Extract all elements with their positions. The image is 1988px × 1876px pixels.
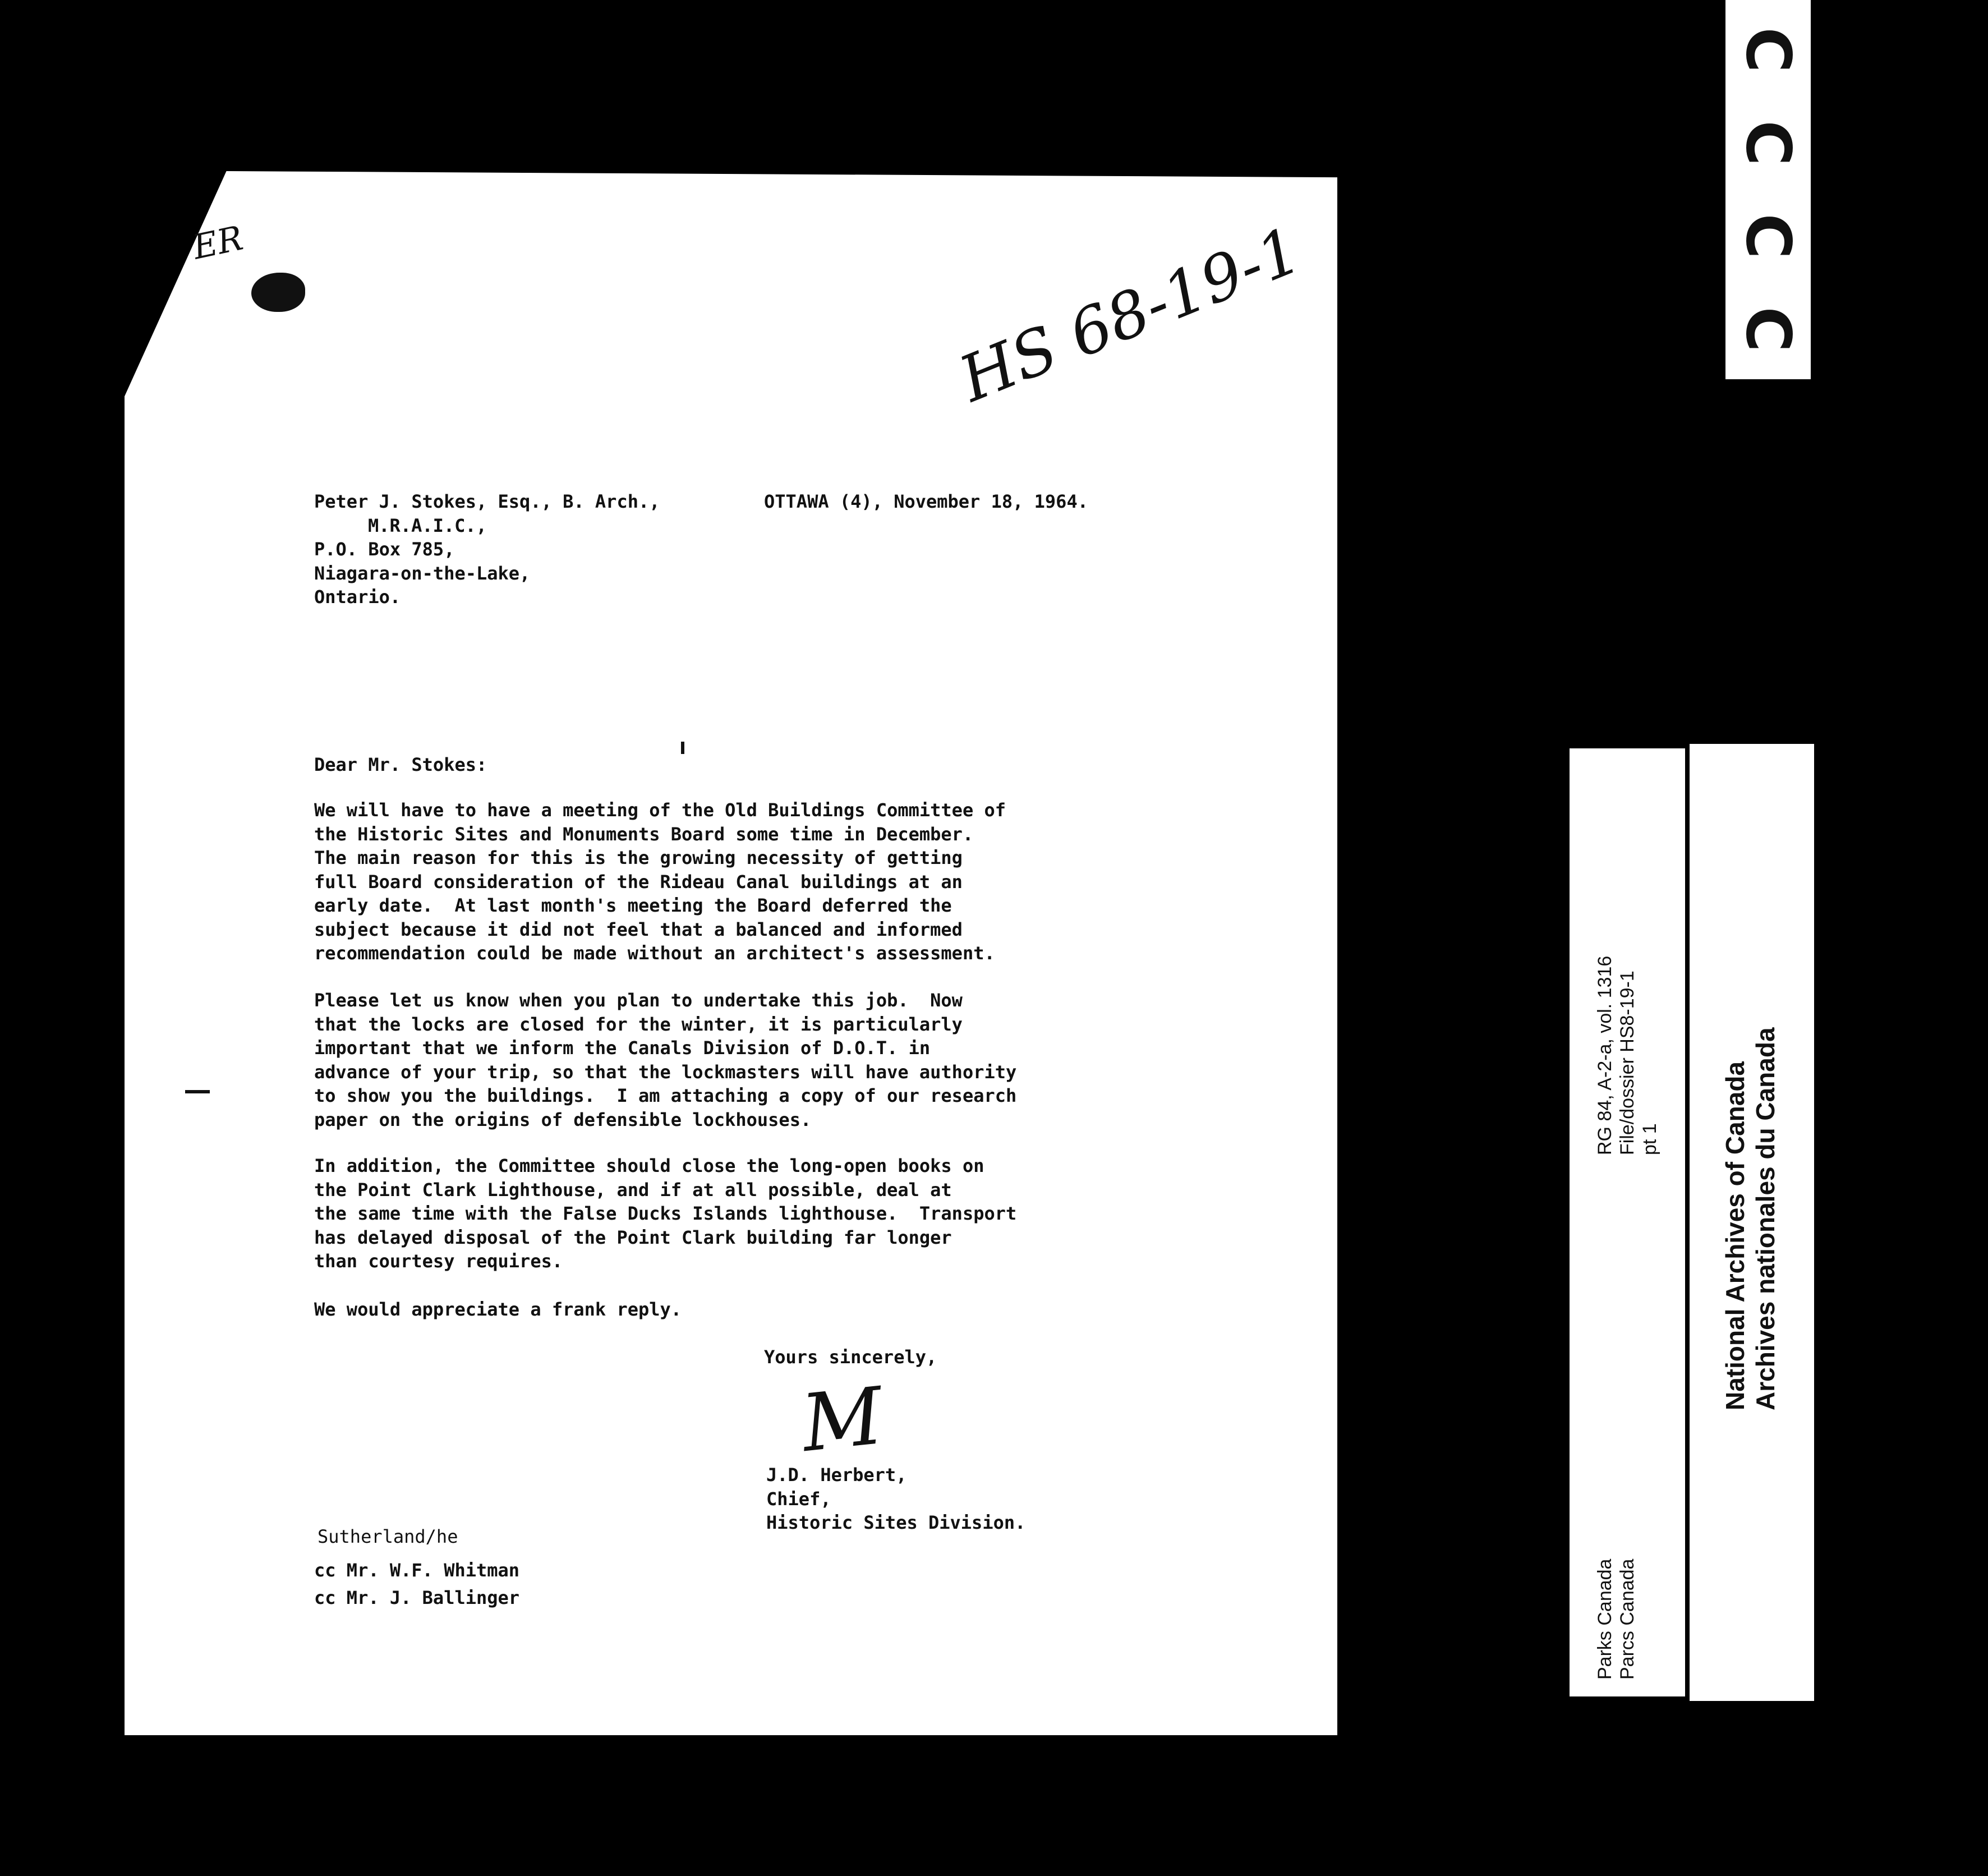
recipient-line-1: Peter J. Stokes, Esq., B. Arch., bbox=[314, 491, 660, 512]
paragraph-line: subject because it did not feel that a balanced and informed bbox=[314, 918, 963, 940]
paragraph-line: The main reason for this is the growing necessity of getting bbox=[314, 847, 963, 868]
institution-en: National Archives of Canada bbox=[1720, 1061, 1750, 1410]
margin-dash bbox=[185, 1090, 210, 1093]
stray-mark bbox=[681, 742, 684, 754]
paragraph-line: paper on the origins of defensible lockhouses. bbox=[314, 1109, 812, 1130]
film-mark: C bbox=[1732, 120, 1804, 166]
typist-reference: Sutherland/he bbox=[317, 1526, 458, 1547]
agency-fr: Parcs Canada bbox=[1617, 1558, 1638, 1680]
signatory-division: Historic Sites Division. bbox=[766, 1512, 1026, 1533]
paragraph-line: full Board consideration of the Rideau Canal buildings at an bbox=[314, 871, 963, 893]
ink-blot bbox=[251, 273, 305, 312]
dateline: OTTAWA (4), November 18, 1964. bbox=[764, 491, 1088, 512]
cc-line-2: cc Mr. J. Ballinger bbox=[314, 1587, 520, 1608]
paragraph-line: the Historic Sites and Monuments Board some time in December. bbox=[314, 823, 974, 845]
signature: M bbox=[797, 1370, 887, 1470]
film-mark: C bbox=[1732, 306, 1804, 352]
recipient-line-4: Niagara-on-the-Lake, bbox=[314, 563, 531, 584]
film-strip-marks bbox=[1725, 0, 1811, 379]
cc-line-1: cc Mr. W.F. Whitman bbox=[314, 1560, 520, 1581]
archive-reference-line-3: pt 1 bbox=[1639, 1123, 1660, 1155]
film-mark: C bbox=[1732, 213, 1804, 259]
paragraph-line: than courtesy requires. bbox=[314, 1250, 563, 1272]
archive-reference-line-1: RG 84, A-2-a, vol. 1316 bbox=[1594, 955, 1616, 1155]
archive-institution-card bbox=[1690, 744, 1814, 1701]
signatory-title: Chief, bbox=[766, 1488, 831, 1510]
paragraph-2 bbox=[314, 988, 1016, 1132]
paragraph-line: In addition, the Committee should close the long-open books on bbox=[314, 1155, 984, 1176]
paragraph-line: advance of your trip, so that the lockmasters will have authority bbox=[314, 1061, 1017, 1083]
corner-mark: ER bbox=[189, 218, 247, 268]
paragraph-line: has delayed disposal of the Point Clark building far longer bbox=[314, 1226, 952, 1248]
paragraph-line: to show you the buildings. I am attaching a copy of our research bbox=[314, 1085, 1017, 1106]
agency-en: Parks Canada bbox=[1594, 1558, 1616, 1680]
recipient-line-5: Ontario. bbox=[314, 586, 401, 608]
paragraph-4: We would appreciate a frank reply. bbox=[314, 1299, 682, 1320]
recipient-line-3: P.O. Box 785, bbox=[314, 539, 455, 560]
paragraph-line: We will have to have a meeting of the Old Buildings Committee of bbox=[314, 799, 1006, 821]
paragraph-line: recommendation could be made without an architect's assessment. bbox=[314, 942, 995, 964]
paragraph-line: important that we inform the Canals Division of D.O.T. in bbox=[314, 1037, 931, 1059]
salutation: Dear Mr. Stokes: bbox=[314, 754, 487, 775]
recipient-line-2: M.R.A.I.C., bbox=[368, 515, 487, 536]
signatory-name: J.D. Herbert, bbox=[766, 1464, 907, 1486]
film-mark: C bbox=[1732, 27, 1804, 73]
paragraph-line: the Point Clark Lighthouse, and if at all possible, deal at bbox=[314, 1179, 952, 1201]
archive-reference-line-2: File/dossier HS8-19-1 bbox=[1617, 971, 1638, 1155]
institution-fr: Archives nationales du Canada bbox=[1751, 1027, 1780, 1410]
paragraph-1 bbox=[314, 798, 1006, 965]
closing: Yours sincerely, bbox=[764, 1346, 937, 1368]
paragraph-line: that the locks are closed for the winter, it is particularly bbox=[314, 1013, 963, 1035]
paragraph-3 bbox=[314, 1154, 1016, 1273]
file-reference-handwritten: HS 68-19-1 bbox=[950, 213, 1311, 416]
archive-reference-card bbox=[1570, 748, 1685, 1696]
paragraph-line: Please let us know when you plan to undertake this job. Now bbox=[314, 990, 963, 1011]
paragraph-line: the same time with the False Ducks Islands lighthouse. Transport bbox=[314, 1203, 1017, 1224]
paragraph-line: early date. At last month's meeting the Board deferred the bbox=[314, 895, 952, 916]
